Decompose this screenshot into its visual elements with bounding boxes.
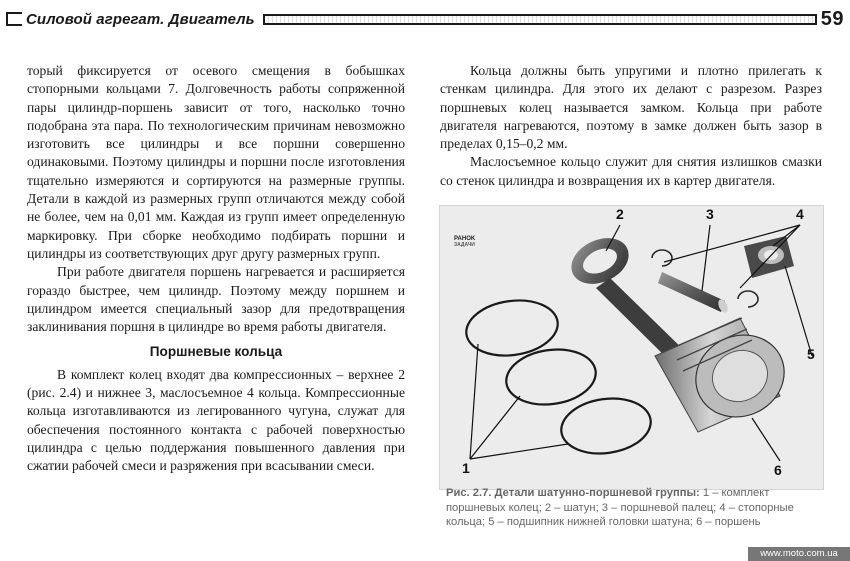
caption-text: 1 – комплект поршневых колец; 2 – шатун; 3 – поршневой палец; 4 – стопорные кольца; 5 – подшипник нижней головки шатуна; 6 – поршень [446, 487, 794, 528]
running-header [6, 8, 844, 30]
left-paragraph-3: В комплект колец входят два компрессионных – верхнее 2 (рис. 2.4) и нижнее 3, маслосъемное 4 кольца. Компрессионные кольца изготавливаются из легированного чугуна, служат для обеспечения постоянного контакта с рабочей поверхностью цилиндра с целью поддержания повышенного давления при сжатии рабочей смеси и разряжения при всасывании смеси. [27, 366, 405, 474]
piston-rings [463, 295, 655, 459]
publisher-badge: PAHOK ЗАДАЧИ [454, 236, 476, 248]
header-rule [263, 14, 817, 25]
callout-2: 2 [616, 206, 624, 222]
callout-3: 3 [706, 206, 714, 222]
right-paragraph-2: Маслосъемное кольцо служит для снятия излишков смазки со стенок цилиндра и возвращения их в картер двигателя. [440, 154, 822, 188]
figure-illustration [440, 206, 825, 491]
callout-1: 1 [462, 460, 470, 476]
subheading-piston-rings: Поршневые кольца [149, 344, 283, 360]
page-number: 59 [820, 7, 844, 30]
header-frame-ornament [6, 12, 22, 26]
piston-pin [658, 272, 730, 314]
right-paragraph-1: Кольца должны быть упругими и плотно прилегать к стенкам цилиндра. Для этого их делают с разрезом. Разрез поршневых колец называется замком. Кольца при работе двигателя нагреваются, поэтому в замке должен быть зазор в пределах 0,15–0,2 мм. [440, 63, 822, 152]
caption-label: Рис. 2.7. Детали шатунно-поршневой группы: [446, 487, 700, 499]
figure-caption [446, 486, 822, 530]
callout-4: 4 [796, 206, 804, 222]
callout-5: 5 [807, 346, 815, 362]
callout-6: 6 [774, 462, 782, 478]
left-column [27, 62, 405, 476]
figure-piston-connecting-rod-group [439, 205, 824, 490]
piston [655, 318, 798, 432]
right-column [440, 62, 822, 190]
footer-url[interactable]: www.moto.com.ua [748, 547, 850, 561]
section-title: Силовой агрегат. Двигатель [26, 10, 255, 28]
left-paragraph-1: торый фиксируется от осевого смещения в бобышках стопорными кольцами 7. Долговечность работы сопряженной пары цилиндр-поршень зависит от того, насколько точно подобрана эта пара. По технологическим причинам невозможно изготовить все цилиндры и все поршни совершенно одинаковыми. Поэтому цилиндры и поршни после изготовления тщательно измеряются и сортируются на размерные группы. Детали в каждой из размерных групп отличаются между собой не более, чем на 0,01 мм. Каждая из групп имеет определенную маркировку. При сборке необходимо подбирать поршни и цилиндры из соответствующих друг другу размерных групп. [27, 63, 405, 261]
left-paragraph-2: При работе двигателя поршень нагревается и расширяется гораздо быстрее, чем цилиндр. Поэтому между поршнем и цилиндром имеется специальный зазор для предотвращения заклинивания поршня в цилиндре во время работы двигателя. [27, 264, 405, 335]
